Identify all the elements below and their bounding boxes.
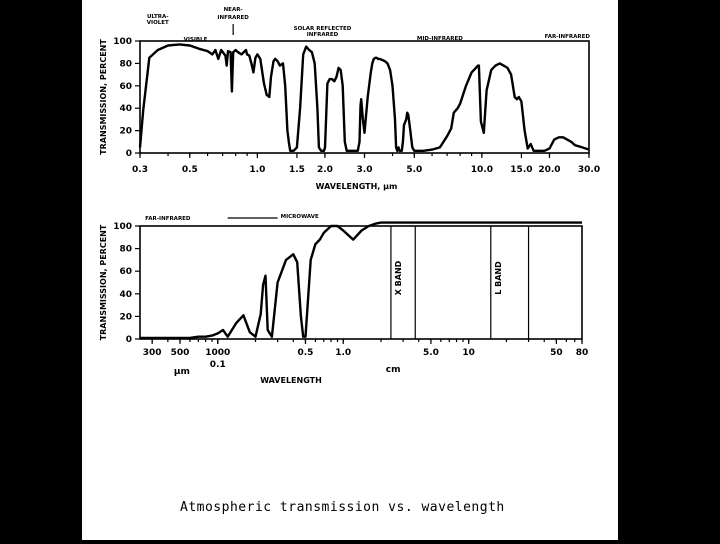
region-label: FAR-INFRARED (145, 216, 191, 222)
region-label: NEAR- (223, 7, 243, 13)
x-tick-label: 2.0 (316, 165, 333, 175)
region-label: VIOLET (146, 20, 169, 26)
slide-caption: Atmospheric transmission vs. wavelength (180, 500, 505, 515)
region-label: MID-INFRARED (416, 36, 463, 42)
transmission-curve-2 (140, 223, 582, 338)
plot-frame-2 (140, 226, 582, 339)
y-tick-label: 40 (119, 289, 132, 300)
transmission-charts (82, 0, 618, 540)
x-tick-label: 10 (462, 348, 475, 358)
y-tick-label: 60 (119, 267, 132, 278)
y-axis-label: TRANSMISSION, PERCENT (99, 224, 108, 341)
y-tick-label: 100 (113, 222, 132, 232)
x-tick-label: 50 (550, 348, 563, 358)
x-tick-label: 0.1 (209, 360, 226, 370)
x-tick-label: 0.3 (132, 165, 148, 175)
x-tick-label: 300 (142, 348, 162, 358)
region-label: MICROWAVE (280, 214, 319, 220)
x-tick-label: 1.0 (249, 165, 266, 175)
x-tick-label: 10.0 (470, 165, 493, 175)
y-tick-label: 100 (113, 37, 132, 47)
x-unit-label: cm (385, 365, 401, 375)
region-label: ULTRA- (146, 14, 169, 20)
region-label: FAR-INFRARED (544, 34, 590, 40)
x-unit-label: μm (173, 367, 190, 377)
y-tick-label: 20 (119, 312, 132, 323)
x-tick-label: 3.0 (356, 165, 373, 175)
x-axis-label: WAVELENGTH, μm (315, 182, 398, 191)
y-tick-label: 80 (119, 244, 132, 255)
x-axis-label: WAVELENGTH (260, 376, 322, 385)
y-tick-label: 20 (119, 126, 132, 137)
region-label: INFRARED (306, 32, 339, 38)
x-tick-label: 0.5 (297, 348, 314, 358)
y-tick-label: 0 (125, 149, 132, 159)
x-tick-label: 1000 (205, 348, 231, 358)
y-axis-label: TRANSMISSION, PERCENT (99, 39, 108, 155)
region-label: VISIBLE (183, 37, 208, 43)
y-tick-label: 80 (119, 59, 132, 70)
transmission-curve-1 (140, 44, 589, 150)
region-label: SOLAR REFLECTED (293, 26, 352, 32)
band-label: L BAND (493, 261, 503, 295)
x-tick-label: 80 (575, 348, 589, 358)
x-tick-label: 5.0 (422, 348, 439, 358)
x-tick-label: 30.0 (577, 165, 601, 175)
region-label: INFRARED (217, 15, 249, 21)
plot-frame-1 (140, 41, 589, 153)
slide (82, 0, 618, 540)
band-label: X BAND (393, 260, 403, 296)
x-tick-label: 500 (170, 348, 190, 358)
x-tick-label: 15.0 (510, 165, 533, 175)
x-tick-label: 20.0 (538, 165, 561, 175)
x-tick-label: 1.5 (288, 165, 305, 175)
y-tick-label: 60 (119, 81, 132, 92)
x-tick-label: 1.0 (335, 348, 352, 358)
x-tick-label: 5.0 (406, 165, 423, 175)
x-tick-label: 0.5 (181, 165, 198, 175)
y-tick-label: 0 (125, 335, 132, 345)
y-tick-label: 40 (119, 104, 132, 115)
